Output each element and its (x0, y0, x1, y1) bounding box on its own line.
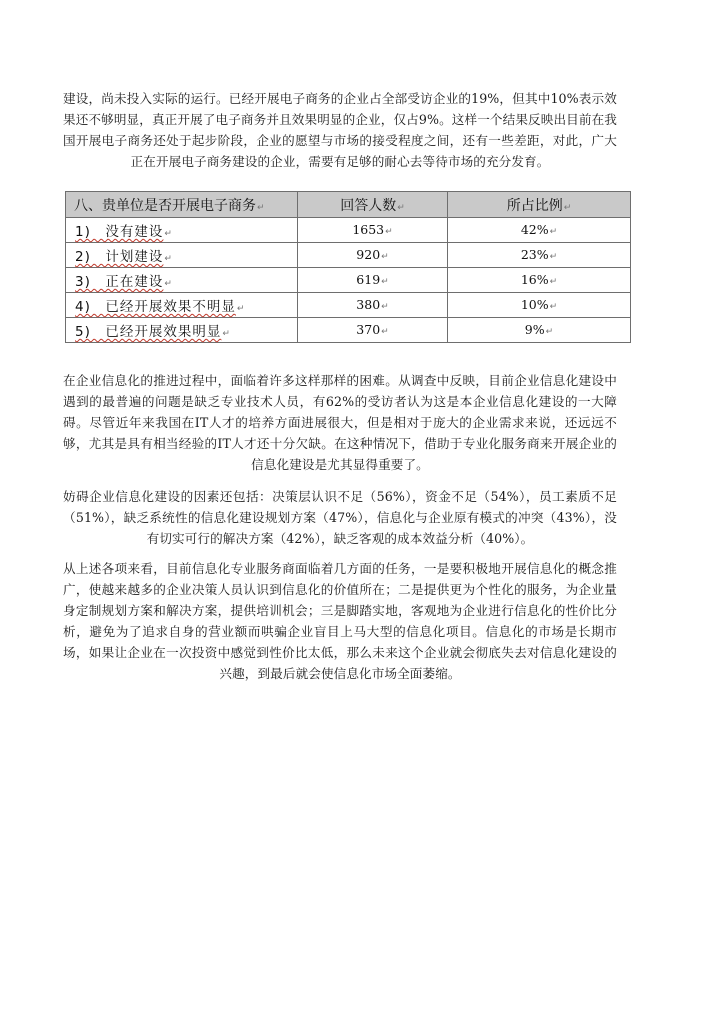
row-count: 619↵ (298, 268, 448, 293)
row-label: 2) 计划建设↵ (66, 243, 298, 268)
table-row (66, 318, 631, 343)
paragraph-obstacles: 妨碍企业信息化建设的因素还包括：决策层认识不足（56%），资金不足（54%），员工素质不足（51%），缺乏系统性的信息化建设规划方案（47%），信息化与企业原有模式的冲突（43%），没有切实可行的解决方案（42%），缺乏客观的成本效益分析（40%）。 (63, 489, 617, 546)
table-header-percent: 所占比例↵ (448, 192, 631, 218)
row-count: 1653↵ (298, 218, 448, 243)
row-percent: 16%↵ (448, 268, 631, 293)
row-label: 5) 已经开展效果明显↵ (66, 318, 298, 343)
table-row (66, 268, 631, 293)
table-header-row (66, 192, 631, 218)
row-label: 4) 已经开展效果不明显↵ (66, 293, 298, 318)
row-count: 920↵ (298, 243, 448, 268)
row-label: 1) 没有建设↵ (66, 218, 298, 243)
paragraph-it-talent: 在企业信息化的推进过程中，面临着许多这样那样的困难。从调查中反映，目前企业信息化建设中遇到的最普遍的问题是缺乏专业技术人员，有62%的受访者认为这是本企业信息化建设的一大障碍。尽管近年来我国在IT人才的培养方面进展很大，但是相对于庞大的企业需求来说，还远远不够，尤其是具有相当经验的IT人才还十分欠缺。在这种情况下，借助于专业化服务商来开展企业的信息化建设是尤其显得重要了。 (63, 373, 617, 472)
survey-table (65, 191, 630, 343)
row-percent: 9%↵ (448, 318, 631, 343)
row-label: 3) 正在建设↵ (66, 268, 298, 293)
table-header-count: 回答人数↵ (298, 192, 448, 218)
table-row (66, 293, 631, 318)
paragraph-ecommerce-summary: 建设，尚未投入实际的运行。已经开展电子商务的企业占全部受访企业的19%，但其中10%表示效果还不够明显，真正开展了电子商务并且效果明显的企业，仅占9%。这样一个结果反映出目前在我国开展电子商务还处于起步阶段，企业的愿望与市场的接受程度之间，还有一些差距，对此，广大正在开展电子商务建设的企业，需要有足够的耐心去等待市场的充分发育。 (63, 91, 617, 169)
table-header-question: 八、贵单位是否开展电子商务↵ (66, 192, 298, 218)
row-percent: 23%↵ (448, 243, 631, 268)
table-row (66, 218, 631, 243)
row-percent: 42%↵ (448, 218, 631, 243)
table-row (66, 243, 631, 268)
row-percent: 10%↵ (448, 293, 631, 318)
paragraph-service-tasks: 从上述各项来看，目前信息化专业服务商面临着几方面的任务，一是要积极地开展信息化的概念推广，使越来越多的企业决策人员认识到信息化的价值所在；二是提供更为个性化的服务，为企业量身定制规划方案和解决方案，提供培训机会；三是脚踏实地，客观地为企业进行信息化的性价比分析，避免为了追求自身的营业额而哄骗企业盲目上马大型的信息化项目。信息化的市场是长期市场，如果让企业在一次投资中感觉到性价比太低，那么未来这个企业就会彻底失去对信息化建设的兴趣，到最后就会使信息化市场全面萎缩。 (63, 561, 617, 681)
row-count: 370↵ (298, 318, 448, 343)
row-count: 380↵ (298, 293, 448, 318)
